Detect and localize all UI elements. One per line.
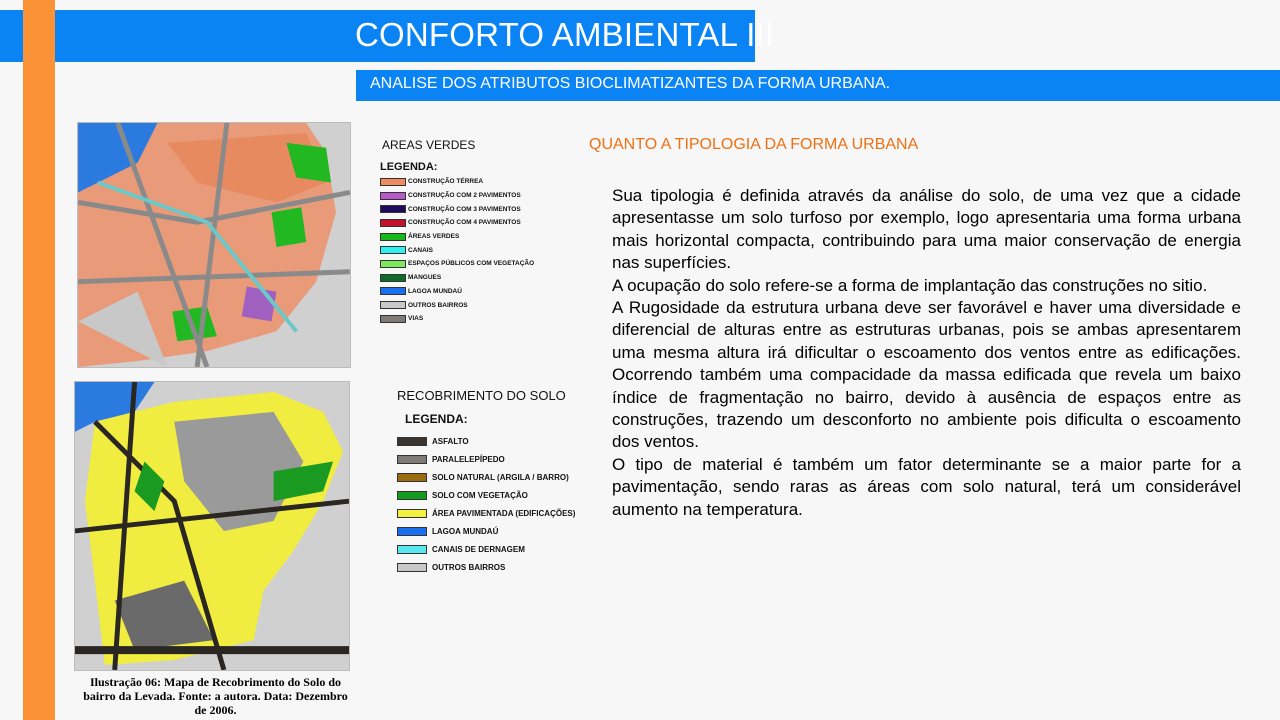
legend-label: SOLO COM VEGETAÇÃO <box>432 490 528 500</box>
legend-swatch <box>397 491 427 500</box>
legend-swatch <box>380 315 406 323</box>
paragraph: Sua tipologia é definida através da análise do solo, de uma vez que a cidade apresentasse um solo turfoso por exemplo, logo apresentaria uma forma urbana mais horizontal compacta, contribuindo para uma maior conservação de energia nas superfícies. <box>612 186 1241 273</box>
section-title: QUANTO A TIPOLOGIA DA FORMA URBANA <box>589 136 919 153</box>
legend-label: OUTROS BAIRROS <box>432 563 506 573</box>
legend-item <box>397 468 575 486</box>
legend-item <box>397 504 575 522</box>
legend-recobrimento-solo <box>397 412 575 577</box>
legend-swatch <box>380 260 406 268</box>
legend-swatch <box>397 473 427 482</box>
legend2-title: RECOBRIMENTO DO SOLO <box>397 388 566 403</box>
legend-swatch <box>380 219 406 227</box>
legend-item <box>380 312 534 326</box>
legend-label: CONSTRUÇÃO COM 3 PAVIMENTOS <box>408 205 521 213</box>
legend-swatch <box>380 205 406 213</box>
legend-swatch <box>380 301 406 309</box>
legend1-title: AREAS VERDES <box>382 138 476 152</box>
legend-label: ASFALTO <box>432 436 469 446</box>
legend-swatch <box>380 233 406 241</box>
legend-label: CANAIS DE DERNAGEM <box>432 545 525 555</box>
legend1-heading: LEGENDA: <box>380 161 438 173</box>
legend-item <box>380 175 534 189</box>
legend2-heading: LEGENDA: <box>405 412 468 426</box>
slide-title: CONFORTO AMBIENTAL III <box>355 16 775 53</box>
body-text <box>612 185 1241 521</box>
legend-swatch <box>397 545 427 554</box>
legend-item <box>397 559 575 577</box>
legend-swatch <box>380 192 406 200</box>
legend-swatch <box>397 563 427 572</box>
legend-item <box>380 202 534 216</box>
legend-swatch <box>397 437 427 446</box>
paragraph: A Rugosidade da estrutura urbana deve ser favorável e haver uma diversidade e diferencial de alturas entre as estruturas urbanas, pois se ambas apresentarem uma mesma altura irá dificultar o escoamento dos ventos entre as edificações. Ocorrendo também uma compacidade da massa edificada que revela um baixo índice de fragmentação no bairro, devido à ausência de espaços entre as construções, trazendo um desconforto no ambiente pois dificulta o escoamento dos ventos. <box>612 298 1241 452</box>
legend-label: ÁREA PAVIMENTADA (EDIFICAÇÕES) <box>432 508 576 518</box>
legend-item <box>397 450 575 468</box>
legend-label: LAGOA MUNDAÚ <box>408 287 462 295</box>
legend-item <box>380 216 534 230</box>
legend-item <box>380 189 534 203</box>
legend-label: CANAIS <box>408 246 433 254</box>
legend-item <box>380 298 534 312</box>
legend-label: LAGOA MUNDAÚ <box>432 527 499 537</box>
legend-swatch <box>380 178 406 186</box>
legend-label: PARALELEPÍPEDO <box>432 454 505 464</box>
paragraph: O tipo de material é também um fator determinante se a maior parte for a pavimentação, sendo raras as áreas com solo natural, terá um considerável aumento na temperatura. <box>612 454 1241 519</box>
map-areas-verdes <box>77 122 351 368</box>
legend-areas-verdes <box>380 161 534 326</box>
legend-label: OUTROS BAIRROS <box>408 301 468 309</box>
legend-label: ESPAÇOS PÚBLICOS COM VEGETAÇÃO <box>408 260 535 268</box>
legend-item <box>397 432 575 450</box>
legend-swatch <box>397 455 427 464</box>
legend-item <box>380 271 534 285</box>
legend-swatch <box>397 527 427 536</box>
orange-accent-bar <box>23 0 55 720</box>
legend-item <box>397 522 575 540</box>
legend-label: CONSTRUÇÃO COM 2 PAVIMENTOS <box>408 192 521 200</box>
legend-label: SOLO NATURAL (ARGILA / BARRO) <box>432 472 569 482</box>
legend-label: ÁREAS VERDES <box>408 233 460 241</box>
legend-swatch <box>380 287 406 295</box>
legend-label: CONSTRUÇÃO COM 4 PAVIMENTOS <box>408 219 521 227</box>
figure-caption: Ilustração 06: Mapa de Recobrimento do Solo do bairro da Levada. Fonte: a autora. Data: Dezembro de 2006. <box>83 675 348 717</box>
paragraph: A ocupação do solo refere-se a forma de implantação das construções no sitio. <box>612 275 1208 295</box>
legend-swatch <box>397 509 427 518</box>
map-recobrimento-solo <box>74 381 350 671</box>
legend-item <box>380 285 534 299</box>
legend-swatch <box>380 246 406 254</box>
legend-swatch <box>380 274 406 282</box>
legend-label: MANGUES <box>408 274 442 282</box>
legend-item <box>380 243 534 257</box>
legend-label: VIAS <box>408 315 424 323</box>
legend-item <box>397 541 575 559</box>
legend-item <box>397 486 575 504</box>
legend-item <box>380 230 534 244</box>
legend-item <box>380 257 534 271</box>
slide-subtitle: ANALISE DOS ATRIBUTOS BIOCLIMATIZANTES DA FORMA URBANA. <box>356 70 1280 101</box>
legend-label: CONSTRUÇÃO TÉRREA <box>408 178 484 186</box>
